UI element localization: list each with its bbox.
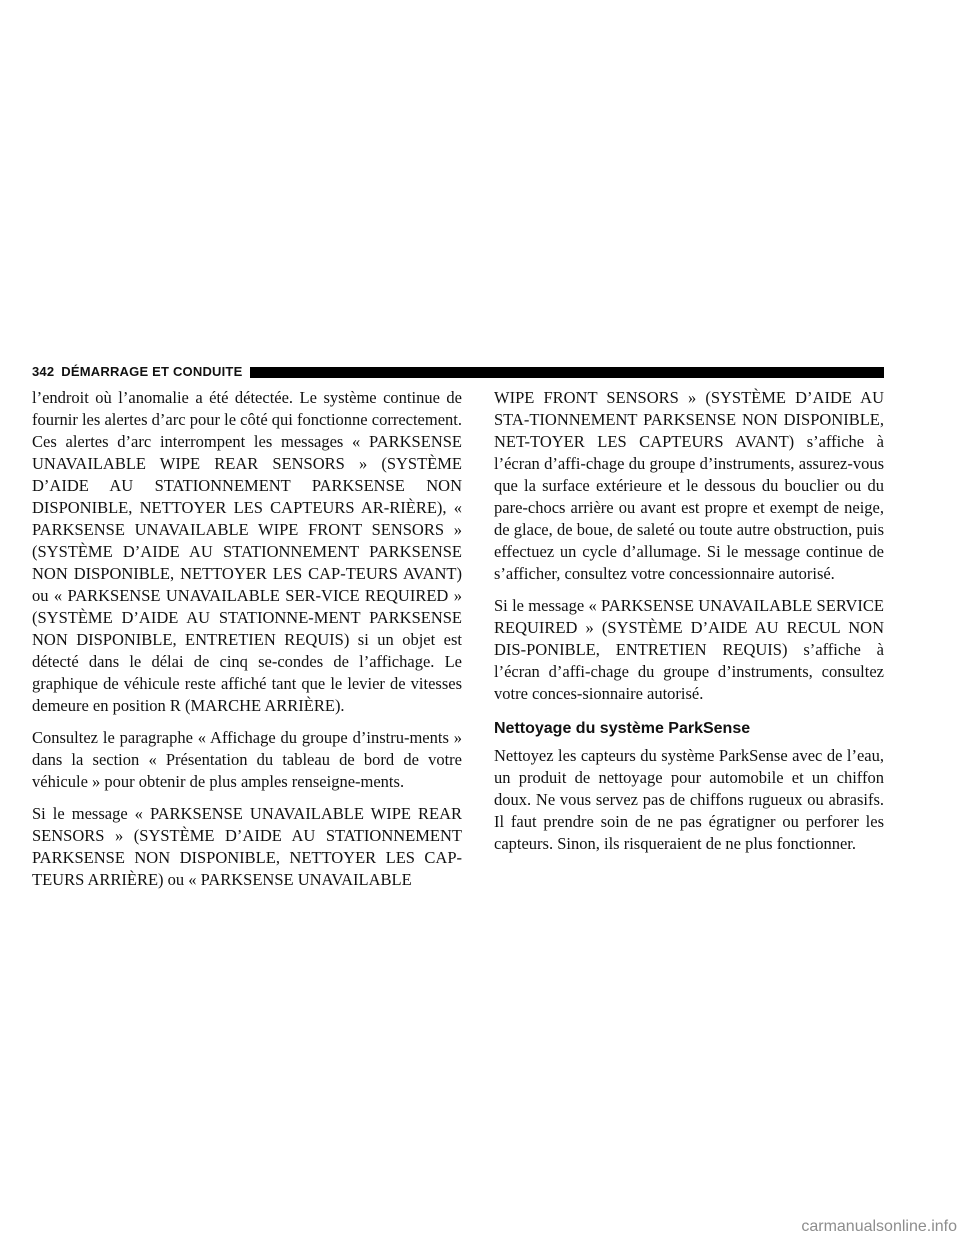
section-heading: Nettoyage du système ParkSense xyxy=(494,720,751,737)
watermark: carmanualsonline.info xyxy=(801,1218,957,1235)
paragraph: Consultez le paragraphe « Affichage du groupe d’instru-ments » dans la section « Présentation du tableau de bord de votre véhicule » pour obtenir de plus amples renseigne-ments. xyxy=(32,728,462,791)
paragraph: WIPE FRONT SENSORS » (SYSTÈME D’AIDE AU STA-TIONNEMENT PARKSENSE NON DISPONIBLE, NET-TOYER LES CAPTEURS AVANT) s’affiche à l’écran d’affi-chage du groupe d’instruments, assurez-vous que la surface extérieure et le dessous du bouclier ou du pare-chocs arrière ou avant est propre et exempt de neige, de glace, de boue, de saleté ou toute autre obstruction, puis effectuez un cycle d’allumage. Si le message continue de s’afficher, consultez votre concessionnaire autorisé. xyxy=(494,388,884,583)
paragraph: l’endroit où l’anomalie a été détectée. Le système continue de fournir les alertes d’arc pour le côté qui fonctionne correctement. Ces alertes d’arc interrompent les messages « PARKSENSE UNAVAILABLE WIPE REAR SENSORS » (SYSTÈME D’AIDE AU STATIONNEMENT PARKSENSE NON DISPONIBLE, NETTOYER LES CAPTEURS AR-RIÈRE), « PARKSENSE UNAVAILABLE WIPE FRONT SENSORS » (SYSTÈME D’AIDE AU STATIONNEMENT PARKSENSE NON DISPONIBLE, NETTOYER LES CAP-TEURS AVANT) ou « PARKSENSE UNAVAILABLE SER-VICE REQUIRED » (SYSTÈME D’AIDE AU STATIONNE-MENT PARKSENSE NON DISPONIBLE, ENTRETIEN REQUIS) si un objet est détecté dans le délai de cinq se-condes de l’affichage. Le graphique de véhicule reste affiché tant que le levier de vitesses demeure en position R (MARCHE ARRIÈRE). xyxy=(32,388,462,715)
paragraph: Si le message « PARKSENSE UNAVAILABLE SERVICE REQUIRED » (SYSTÈME D’AIDE AU RECUL NON DIS-PONIBLE, ENTRETIEN REQUIS) s’affiche à l’écran d’affi-chage du groupe d’instruments, consultez votre conces-sionnaire autorisé. xyxy=(494,596,884,703)
left-column xyxy=(32,387,462,901)
page-number: 342 xyxy=(32,364,55,379)
header-rule xyxy=(250,367,884,378)
page-header xyxy=(32,364,884,380)
paragraph: Si le message « PARKSENSE UNAVAILABLE WIPE REAR SENSORS » (SYSTÈME D’AIDE AU STATIONNEMENT PARKSENSE NON DISPONIBLE, NETTOYER LES CAP-TEURS ARRIÈRE) ou « PARKSENSE UNAVAILABLE xyxy=(32,804,462,889)
right-column xyxy=(494,387,884,865)
paragraph: Nettoyez les capteurs du système ParkSense avec de l’eau, un produit de nettoyage pour automobile et un chiffon doux. Ne vous servez pas de chiffons rugueux ou abrasifs. Il faut prendre soin de ne pas égratigner ou perforer les capteurs. Sinon, ils risqueraient de ne plus fonctionner. xyxy=(494,746,884,853)
section-title: DÉMARRAGE ET CONDUITE xyxy=(61,364,243,379)
